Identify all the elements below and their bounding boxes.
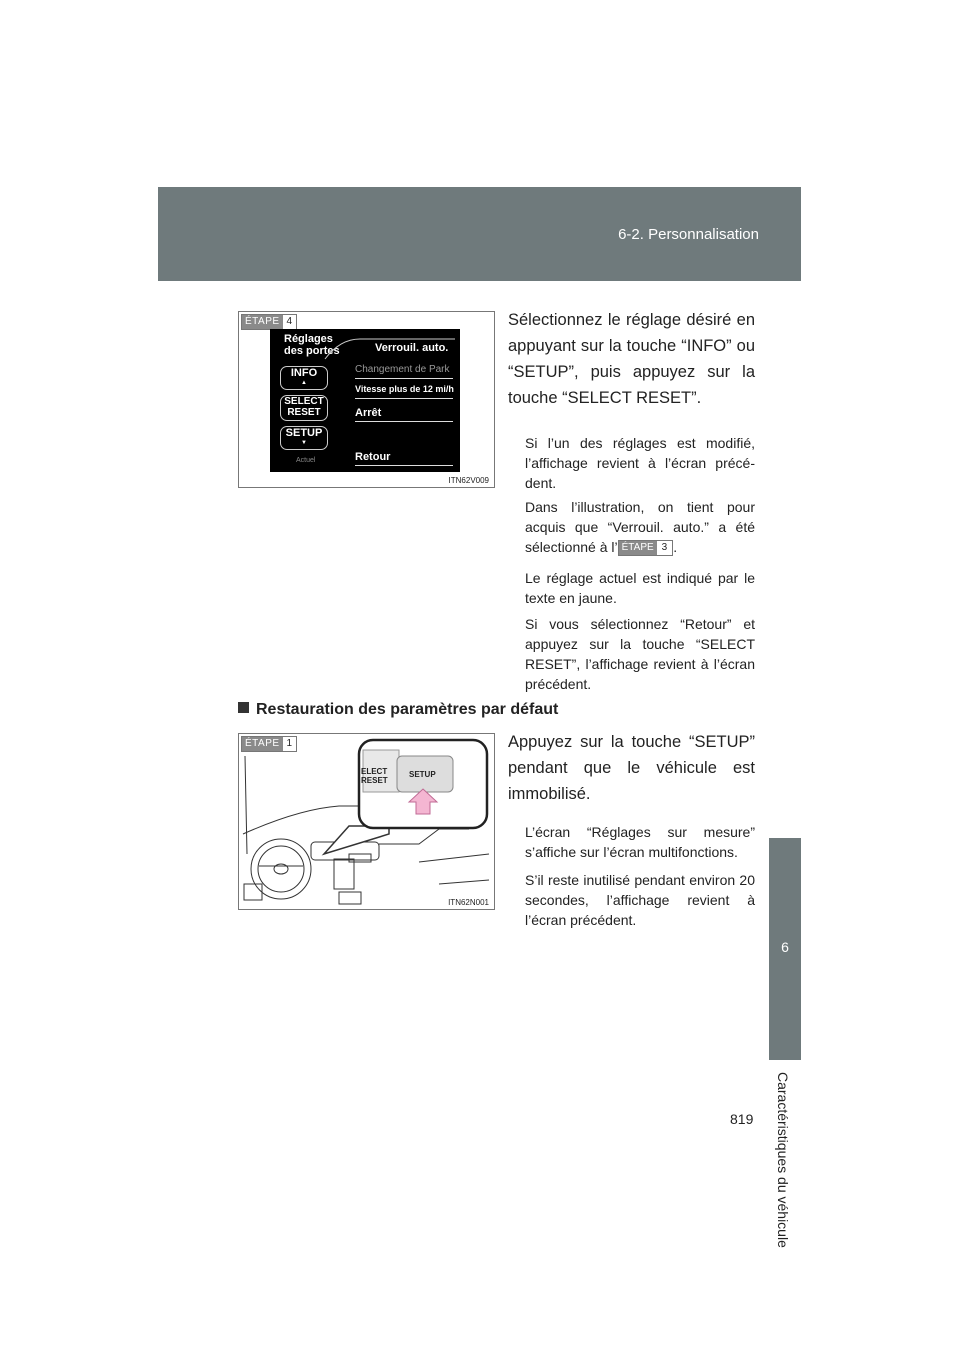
- step1-note2: S’il reste inutilisé pendant environ 20 secondes, l’affichage revient à l’écran précédent.: [525, 872, 755, 928]
- info-label: INFO: [290, 367, 318, 379]
- section-title: Restauration des paramètres par défaut: [256, 701, 559, 718]
- step1-note1: L’écran “Réglages sur mesure” s’affiche sur l’écran multifonctions.: [525, 824, 755, 860]
- down-arrow-icon: ▼: [301, 440, 307, 446]
- up-arrow-icon: ▲: [301, 380, 307, 386]
- select-label: SELECT: [284, 396, 324, 407]
- chapter-tab: [769, 838, 801, 1060]
- section-heading: [238, 701, 558, 719]
- step1-instruction: Appuyez sur la touche “SETUP” pendant que le véhicule est immobilisé.: [508, 733, 755, 803]
- screen-divider: [355, 421, 453, 422]
- dashboard-illustration: [239, 734, 494, 909]
- note2-end: .: [673, 539, 678, 555]
- screen-item-park: Changement de Park: [355, 364, 450, 375]
- screen-item-speed: Vitesse plus de 12 mi/h: [355, 384, 454, 394]
- select-reset-button[interactable]: [280, 395, 328, 421]
- reset-label: RESET: [287, 407, 321, 418]
- inline-etape-badge: [618, 540, 674, 556]
- callout-select-line2: RESET: [361, 776, 388, 785]
- inline-etape-word: ÉTAPE: [619, 541, 657, 555]
- etape-word: ÉTAPE: [242, 315, 283, 329]
- chapter-number: 6: [781, 939, 789, 955]
- callout-select-line1: ELECT: [361, 767, 388, 776]
- etape-number: 4: [283, 315, 297, 329]
- step4-note1: Si l’un des réglages est modifié, l’affichage revient à l’écran précédent.: [525, 435, 755, 491]
- info-button[interactable]: [280, 366, 328, 390]
- figure-dashboard: [238, 733, 495, 910]
- figure-code: ITN62N001: [448, 898, 489, 907]
- screen-title-line2: des portes: [284, 345, 340, 357]
- figure-code: ITN62V009: [448, 476, 489, 485]
- page-number: 819: [730, 1111, 754, 1127]
- header-band: [158, 187, 801, 281]
- setup-button[interactable]: [280, 426, 328, 450]
- step4-instruction: Sélectionnez le réglage désiré en appuyant sur la touche “INFO” ou “SETUP”, puis appuyez sur la touche “SELECT RESET”.: [508, 311, 755, 407]
- screen-header-item: Verrouil. auto.: [375, 342, 449, 354]
- etape-number: 1: [283, 737, 297, 751]
- step4-note4: Si vous sélectionnez “Retour” et appuyez sur la touche “SELECT RESET”, l’affichage revient à l’écran précédent.: [525, 616, 755, 692]
- screen-title-line1: Réglages: [284, 333, 333, 345]
- section-header-title: 6-2. Personnalisation: [618, 226, 759, 243]
- callout-setup-button[interactable]: SETUP: [409, 770, 436, 779]
- callout-select-label: [361, 767, 388, 785]
- square-bullet-icon: [238, 702, 249, 713]
- actuel-label: Actuel: [296, 457, 316, 464]
- inline-etape-number: 3: [657, 541, 673, 555]
- multifunction-screen: [270, 329, 460, 472]
- figure-setup-screen: [238, 311, 495, 488]
- step4-note2: [525, 497, 755, 557]
- step4-note3: Le réglage actuel est indiqué par le texte en jaune.: [525, 570, 755, 606]
- screen-divider: [355, 398, 453, 399]
- note2-text: Dans l’illustration, on tient pour acquis que “Verrouil. auto.” a été sélectionné à l’: [525, 499, 755, 555]
- etape-word: ÉTAPE: [242, 737, 283, 751]
- screen-divider: [355, 465, 453, 466]
- chapter-label-container: [770, 1072, 800, 1312]
- chapter-label: Caractéristiques du véhicule: [775, 1072, 791, 1248]
- screen-divider: [355, 378, 453, 379]
- setup-label: SETUP: [285, 427, 323, 439]
- etape-badge: [241, 314, 297, 330]
- screen-item-arret: Arrêt: [355, 407, 382, 419]
- screen-item-retour: Retour: [355, 451, 391, 463]
